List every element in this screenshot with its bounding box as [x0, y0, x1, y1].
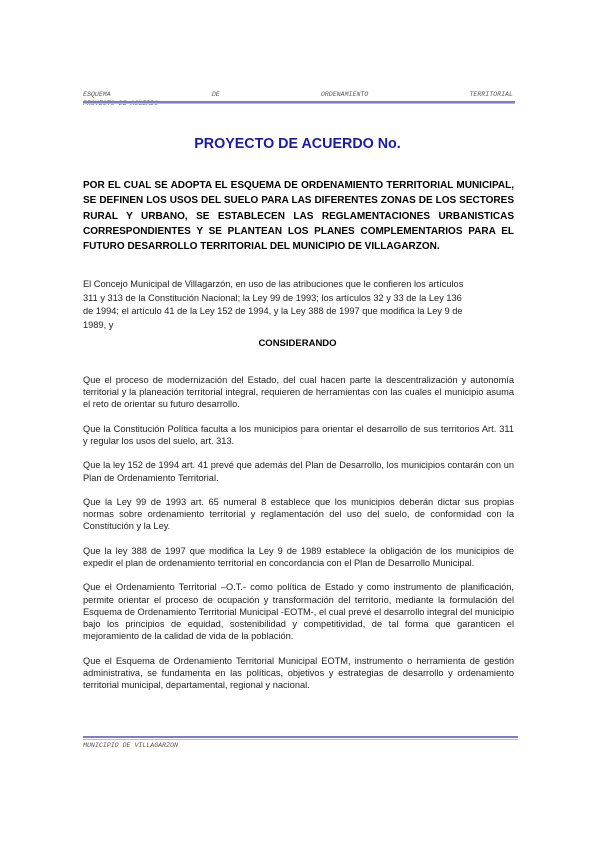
considerando-paragraph: Que el proceso de modernización del Estado, del cual hacen parte la descentralización y autonomía territorial y la planeación territorial integral, requieren de herramientas con las cuales el municipio asuma el reto de orientar su futuro desarrollo. [83, 375, 514, 410]
considerando-body [83, 374, 514, 703]
document-title: PROYECTO DE ACUERDO No. [194, 136, 401, 152]
intro-line: El Concejo Municipal de Villagarzón, en uso de las atribuciones que le confieren los artículos [83, 279, 464, 289]
considerando-paragraph: Que la Ley 99 de 1993 art. 65 numeral 8 establece que los municipios deberán dictar sus propias normas sobre ordenamiento territorial y reglamentación del uso del suelo, de conformidad con la Constitución y la Ley. [83, 496, 514, 532]
page-header [83, 90, 513, 108]
considerando-paragraph: Que la ley 388 de 1997 que modifica la Ley 9 de 1989 establece la obligación de los municipios de expedir el plan de ordenamiento territorial en concordancia con el Plan de Desarrollo Municipal. [83, 545, 514, 568]
intro-line: 1989, y [83, 319, 114, 330]
footer-divider [83, 736, 518, 740]
document-lead: POR EL CUAL SE ADOPTA EL ESQUEMA DE ORDENAMIENTO TERRITORIAL MUNICIPAL, SE DEFINEN LOS USOS DEL SUELO PARA LAS DIFERENTES ZONAS DE LOS SECTORES RURAL Y URBANO, SE ESTABLECEN LAS REGLAMENTACIONES URBANISTICAS CORRESPONDIENTES Y SE PLANTEAN LOS PLANES COMPLEMENTARIOS PARA EL FUTURO DESARROLLO TERRITORIAL DEL MUNICIPIO DE VILLAGARZON. [83, 180, 514, 253]
header-word-2: DE [211, 91, 220, 98]
header-word-4: TERRITORIAL [469, 91, 513, 98]
header-title-row [83, 90, 513, 99]
considerando-paragraph: Que la ley 152 de 1994 art. 41 prevé que además del Plan de Desarrollo, los municipios contarán con un Plan de Ordenamiento Territorial. [83, 460, 514, 483]
header-subtitle: PROYECTO DE ACUERDO [83, 100, 159, 107]
considerando-heading: CONSIDERANDO [258, 338, 337, 349]
header-divider [83, 101, 515, 104]
page-footer: MUNICIPIO DE VILLAGARZON [83, 742, 178, 749]
considerando-paragraph: Que el Ordenamiento Territorial –O.T.- como política de Estado y como instrumento de planificación, permite orientar el proceso de ocupación y transformación del territorio, mediante la formulación del Esquema de Ordenamiento Territorial Municipal -EOTM-, el cual prevé el desarrollo integral del municipio bajo los principios de equidad, sostenibilidad y competitividad, de tal forma que garanticen el mejoramiento de la calidad de vida de la población. [83, 582, 514, 642]
header-word-3: ORDENAMIENTO [320, 91, 369, 98]
considerando-paragraph: Que la Constitución Política faculta a los municipios para orientar el desarrollo de sus territorios Art. 311 y regular los usos del suelo, art. 313. [83, 423, 514, 446]
intro-line: de 1994; el artículo 41 de la Ley 152 de 1994, y la Ley 388 de 1997 que modifica la Ley 9 de [83, 306, 463, 316]
header-word-1: ESQUEMA [83, 91, 111, 98]
intro-paragraph [83, 278, 515, 332]
considerando-paragraph: Que el Esquema de Ordenamiento Territorial Municipal EOTM, instrumento o herramienta de gestión administrativa, se fundamenta en las políticas, objetivos y estrategias de desarrollo y ordenamiento territorial municipal, departamental, regional y nacional. [83, 655, 514, 690]
intro-line: 311 y 313 de la Constitución Nacional; la Ley 99 de 1993; los artículos 32 y 33 de la Ley 136 [83, 292, 462, 303]
